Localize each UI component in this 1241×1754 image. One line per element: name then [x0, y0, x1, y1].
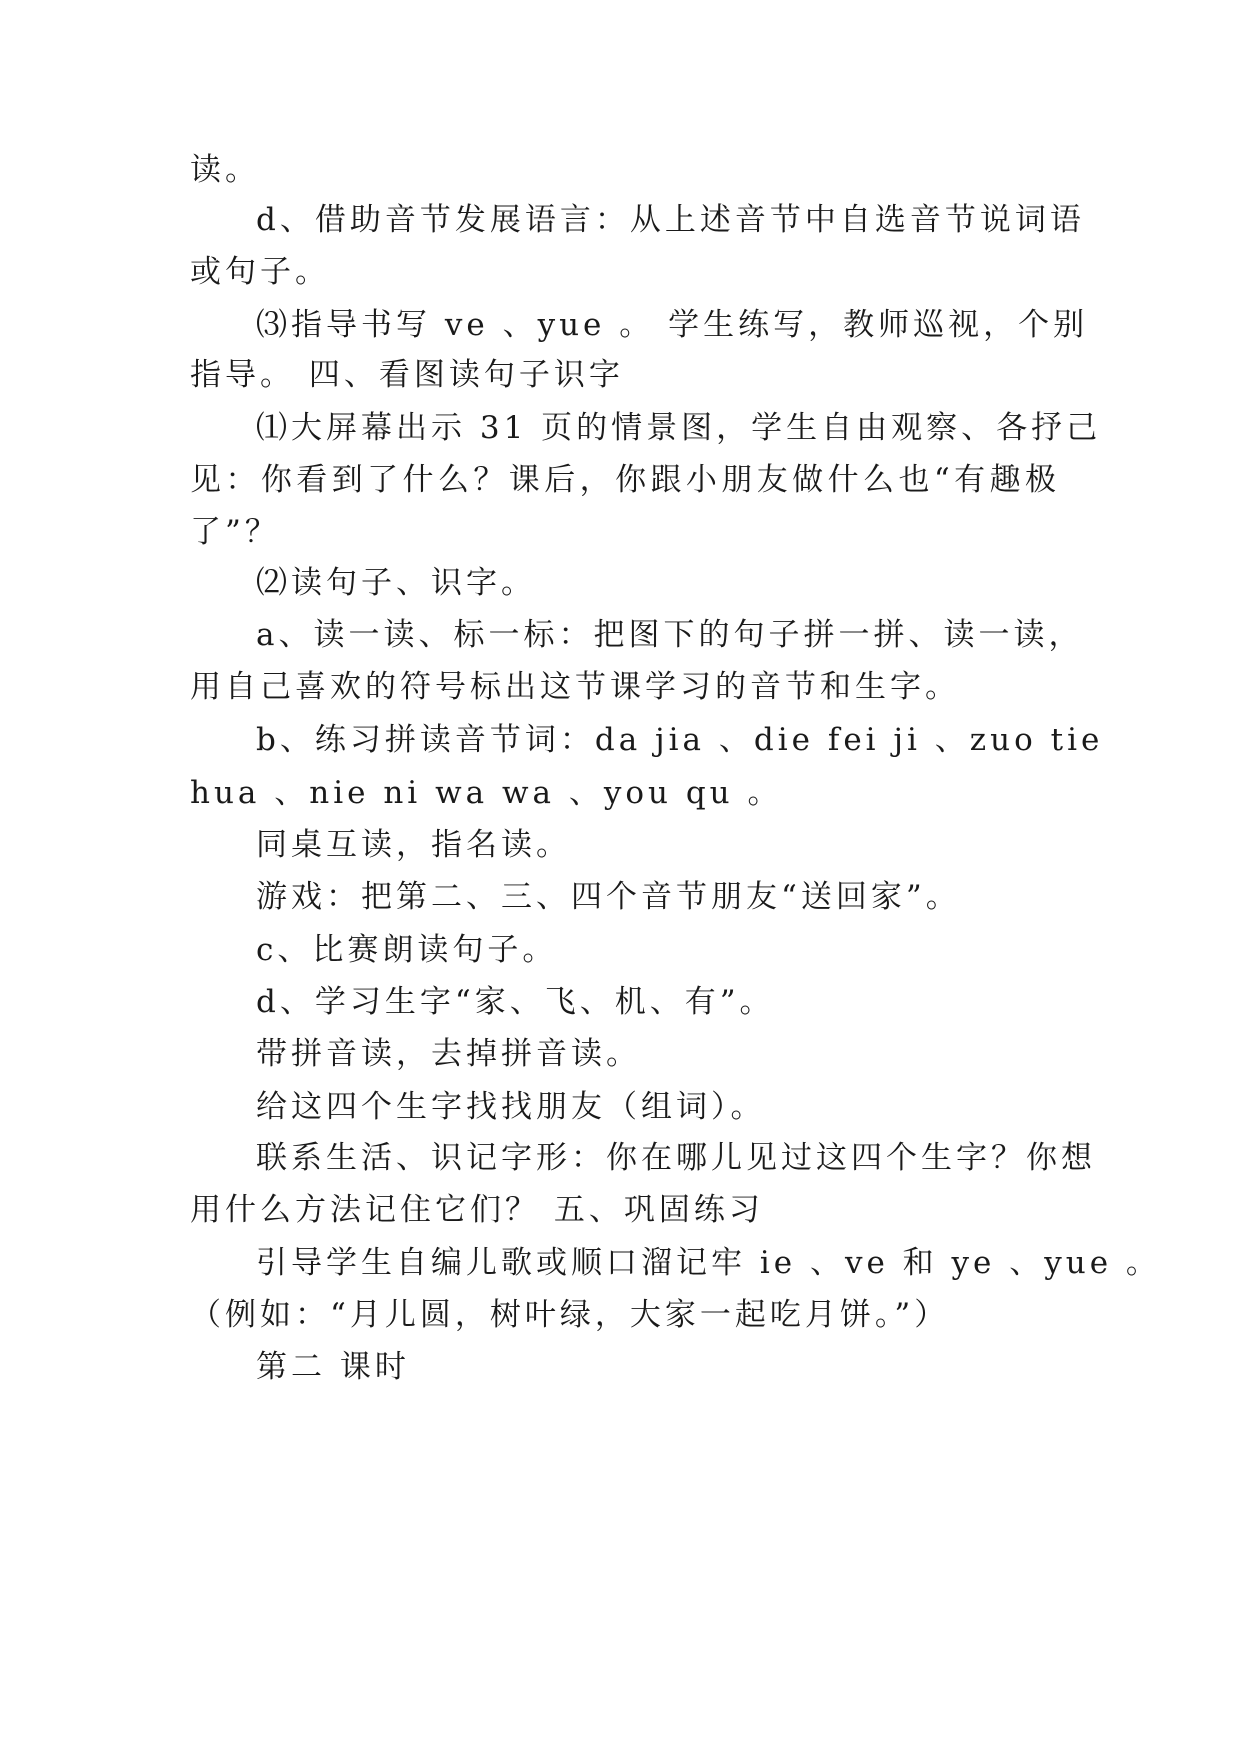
section-heading: 第二 课时	[256, 1349, 410, 1385]
paragraph-line: d、学习生字“家、飞、机、有”。	[256, 984, 775, 1020]
paragraph-line: a、读一读、标一标：把图下的句子拼一拼、读一读，	[256, 617, 1084, 653]
paragraph-line: 或句子。	[190, 254, 330, 290]
paragraph-line: ⑶指导书写 ve 、yue 。 学生练写，教师巡视，个别	[256, 307, 1089, 343]
paragraph-line: 同桌互读，指名读。	[256, 827, 571, 863]
paragraph-line: b、练习拼读音节词：da jia 、die fei ji 、zuo tie	[256, 722, 1104, 758]
paragraph-line: ⑴大屏幕出示 31 页的情景图，学生自由观察、各抒己	[256, 410, 1102, 446]
paragraph-line: c、比赛朗读句子。	[256, 932, 558, 968]
paragraph-line: ⑵读句子、识字。	[256, 565, 536, 601]
paragraph-line: 给这四个生字找找朋友（组词）。	[256, 1089, 766, 1125]
paragraph-line: 引导学生自编儿歌或顺口溜记牢 ie 、ve 和 ye 、yue 。	[256, 1245, 1161, 1281]
paragraph-line: 联系生活、识记字形：你在哪儿见过这四个生字？你想	[256, 1140, 1096, 1176]
paragraph-line: 见：你看到了什么？课后，你跟小朋友做什么也“有趣极	[190, 462, 1060, 498]
paragraph-line: hua 、nie ni wa wa 、you qu 。	[190, 775, 783, 811]
paragraph-line: 了”？	[190, 514, 280, 550]
paragraph-line: （例如：“月儿圆，树叶绿，大家一起吃月饼。”）	[190, 1297, 950, 1333]
paragraph-line: 游戏：把第二、三、四个音节朋友“送回家”。	[256, 879, 961, 915]
paragraph-line: d、借助音节发展语言：从上述音节中自选音节说词语	[256, 202, 1085, 238]
paragraph-line: 带拼音读，去掉拼音读。	[256, 1036, 641, 1072]
paragraph-line: 读。	[190, 152, 260, 188]
paragraph-line: 用自己喜欢的符号标出这节课学习的音节和生字。	[190, 669, 960, 705]
paragraph-line: 指导。 四、看图读句子识字	[190, 357, 624, 393]
paragraph-line: 用什么方法记住它们？ 五、巩固练习	[190, 1192, 764, 1228]
